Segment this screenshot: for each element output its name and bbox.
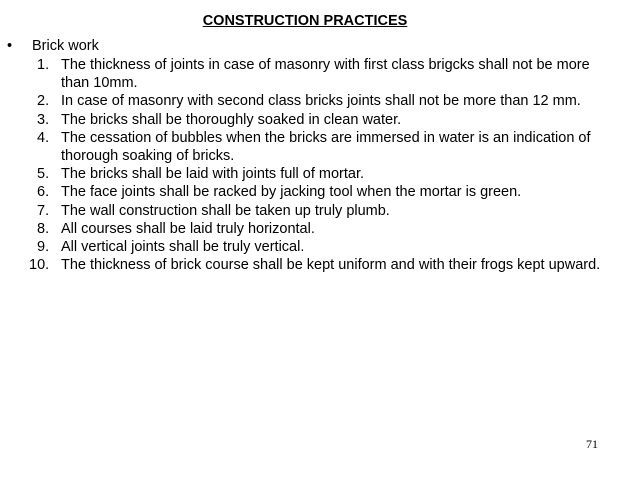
practice-list xyxy=(0,56,620,274)
item-text: The bricks shall be laid with joints full of mortar. xyxy=(61,166,365,183)
bullet-icon: • xyxy=(7,38,13,54)
bullet-label: Brick work xyxy=(32,38,99,54)
list-item-7 xyxy=(0,202,611,220)
list-item-2 xyxy=(0,92,611,110)
list-item-6 xyxy=(0,183,611,201)
list-item-9 xyxy=(0,238,611,256)
list-item-3 xyxy=(0,111,611,129)
item-text: The bricks shall be thoroughly soaked in clean water. xyxy=(61,111,402,128)
item-number: 7. xyxy=(37,202,50,219)
item-text: All courses shall be laid truly horizontal. xyxy=(61,220,315,237)
item-number: 3. xyxy=(37,111,50,128)
item-number: 4. xyxy=(37,129,50,146)
item-text: The face joints shall be racked by jacking tool when the mortar is green. xyxy=(61,184,522,201)
list-item-10 xyxy=(0,256,611,274)
item-text: The thickness of brick course shall be kept uniform and with their frogs kept upward. xyxy=(61,257,601,274)
item-text: In case of masonry with second class bricks joints shall not be more than 12 mm. xyxy=(61,93,581,110)
page-number: 71 xyxy=(586,437,598,451)
list-item-8 xyxy=(0,220,611,238)
item-text: All vertical joints shall be truly vertical. xyxy=(61,239,305,256)
item-text: The wall construction shall be taken up truly plumb. xyxy=(61,202,390,219)
item-number: 8. xyxy=(37,220,50,237)
list-item-4 xyxy=(0,129,611,165)
item-text: The thickness of joints in case of masonry with first class brigcks shall not be more than 10mm. xyxy=(61,57,590,92)
item-number: 10. xyxy=(29,257,50,274)
list-item-5 xyxy=(0,165,611,183)
item-number: 9. xyxy=(37,239,50,256)
item-number: 1. xyxy=(37,57,50,73)
item-number: 5. xyxy=(37,166,50,183)
item-number: 2. xyxy=(37,93,50,110)
item-number: 6. xyxy=(37,184,50,201)
list-item-1 xyxy=(0,56,611,92)
item-text: The cessation of bubbles when the bricks are immersed in water is an indication of thorough soaking of bricks. xyxy=(61,129,591,165)
slide-title: CONSTRUCTION PRACTICES xyxy=(202,13,408,29)
